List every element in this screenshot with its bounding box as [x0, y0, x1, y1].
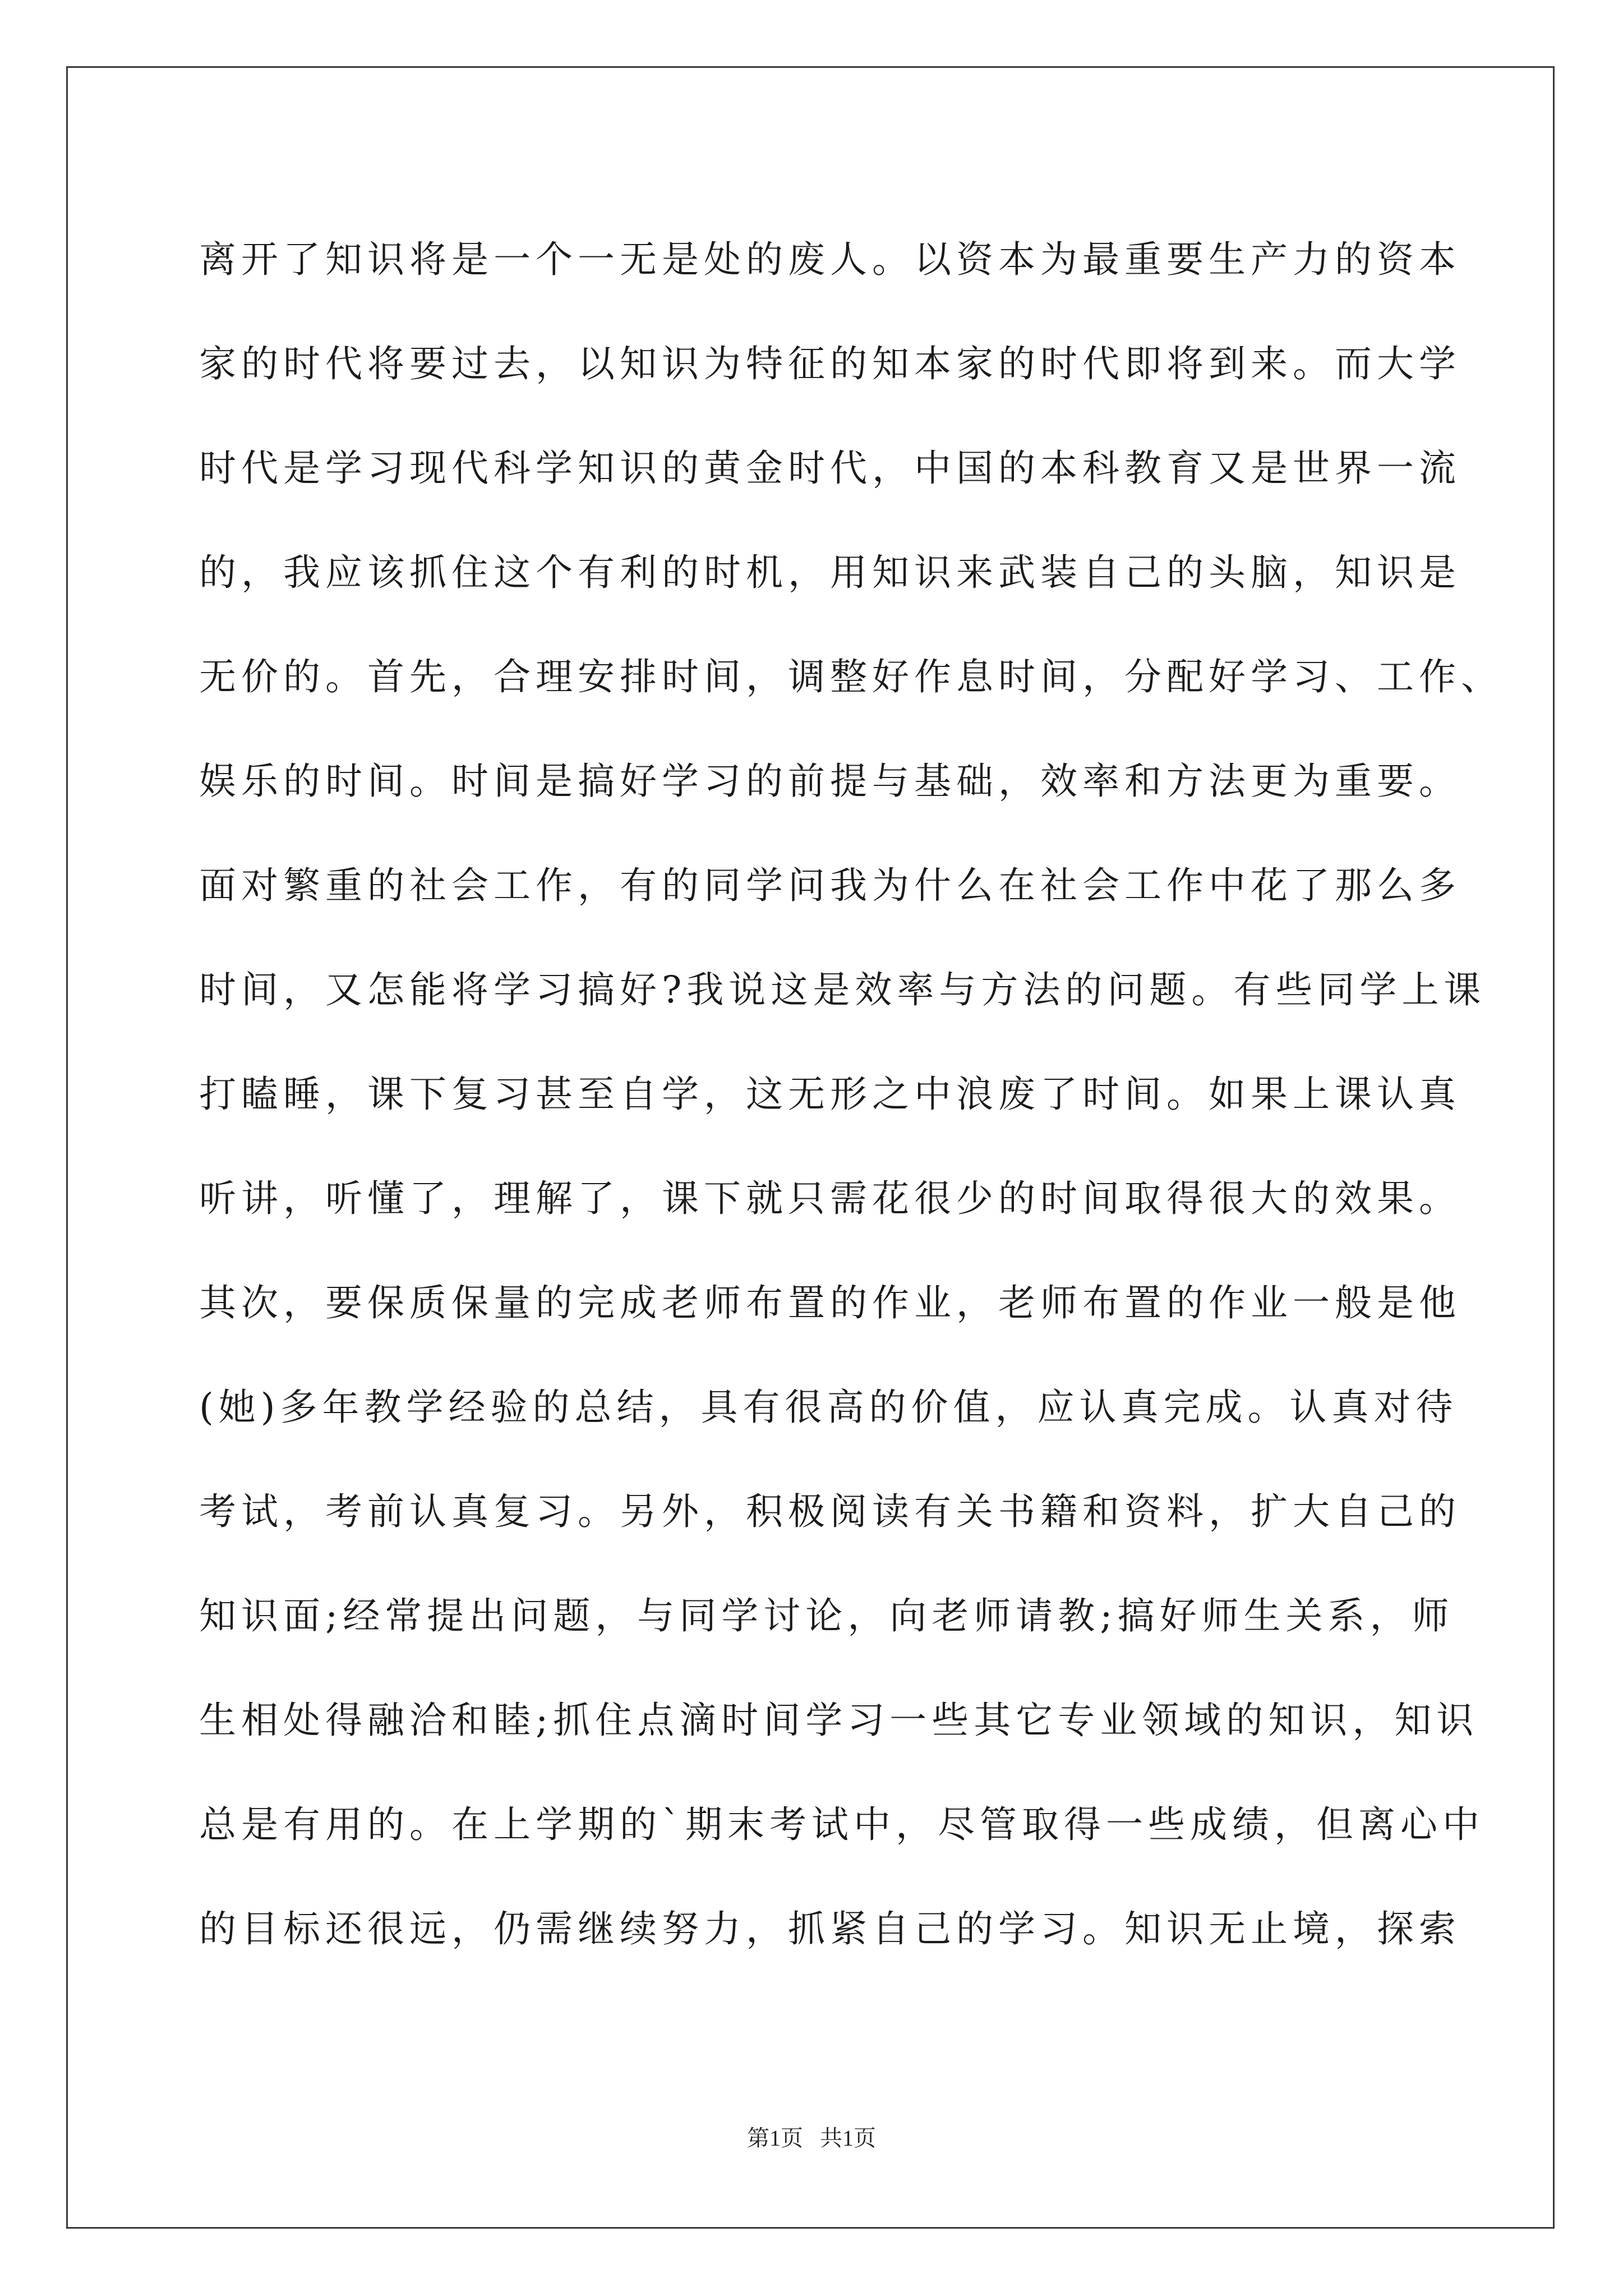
- text-line: 考试，考前认真复习。另外，积极阅读有关书籍和资料，扩大自己的: [199, 1490, 1461, 1533]
- text-line: (她)多年教学经验的总结，具有很高的价值，应认真完成。认真对待: [199, 1386, 1458, 1429]
- text-line: 知识面;经常提出问题，与同学讨论，向老师请教;搞好师生关系，师: [199, 1594, 1454, 1637]
- text-line: 其次，要保质保量的完成老师布置的作业，老师布置的作业一般是他: [199, 1281, 1461, 1324]
- text-line: 无价的。首先，合理安排时间，调整好作息时间，分配好学习、工作、: [199, 655, 1503, 698]
- text-line: 生相处得融洽和睦;抓住点滴时间学习一些其它专业领域的知识，知识: [199, 1699, 1479, 1742]
- text-line: 时间，又怎能将学习搞好?我说这是效率与方法的问题。有些同学上课: [199, 968, 1486, 1011]
- document-body: [199, 208, 1503, 1981]
- text-line: 时代是学习现代科学知识的黄金时代，中国的本科教育又是世界一流: [199, 447, 1461, 490]
- text-line: 的，我应该抓住这个有利的时机，用知识来武装自己的头脑，知识是: [199, 551, 1461, 594]
- text-line: 听讲，听懂了，理解了，课下就只需花很少的时间取得很大的效果。: [199, 1177, 1461, 1220]
- text-line: 总是有用的。在上学期的`期末考试中，尽管取得一些成绩，但离心中: [199, 1803, 1484, 1846]
- page-number-footer: 第1页 共1页: [747, 2125, 876, 2151]
- text-line: 面对繁重的社会工作，有的同学问我为什么在社会工作中花了那么多: [199, 864, 1461, 907]
- text-line: 打瞌睡，课下复习甚至自学，这无形之中浪废了时间。如果上课认真: [199, 1073, 1461, 1116]
- text-line: 的目标还很远，仍需继续努力，抓紧自己的学习。知识无止境，探索: [199, 1907, 1461, 1950]
- text-line: 娱乐的时间。时间是搞好学习的前提与基础，效率和方法更为重要。: [199, 760, 1461, 803]
- text-line: 离开了知识将是一个一无是处的废人。以资本为最重要生产力的资本: [199, 238, 1461, 281]
- text-line: 家的时代将要过去，以知识为特征的知本家的时代即将到来。而大学: [199, 342, 1461, 385]
